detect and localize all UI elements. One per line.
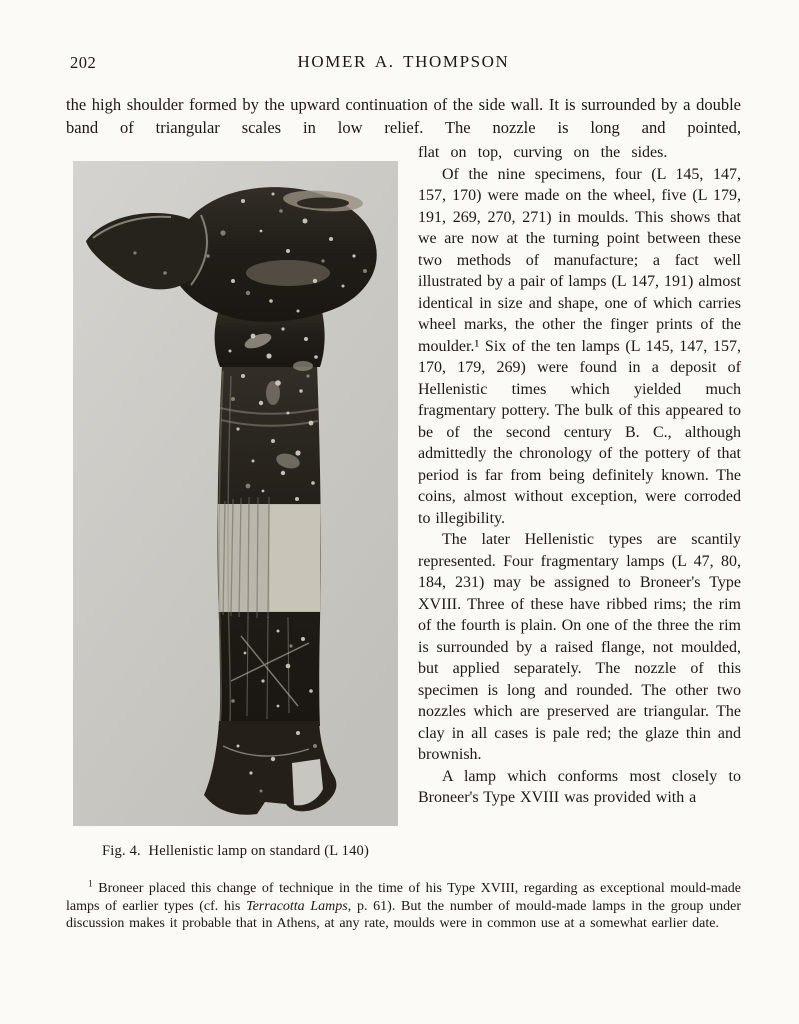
paragraph-type-xviii: A lamp which conforms most closely to Broneer's Type XVIII was provided with a xyxy=(418,767,741,806)
running-title: HOMER A. THOMPSON xyxy=(297,52,510,71)
footnote-text-lead: Broneer placed this change of technique in the time of his Type XVIII, regarding as exceptional mould-made lamps of earlier types (cf. his xyxy=(66,881,741,914)
text-column xyxy=(418,142,741,860)
footnote-section xyxy=(66,880,741,933)
footnote-1 xyxy=(66,880,741,933)
figure-caption: Fig. 4. Hellenistic lamp on standard (L 140) xyxy=(102,843,369,859)
paragraph-later-types: The later Hellenistic types are scantily represented. Four fragmentary lamps (L 47, 80, 184, 231) may be assigned to Broneer's Type XVIII. Three of these have ribbed rims; the rim of the fourth is plain. On one of the three the rim is surrounded by a raised flange, not moulded, but applied separately. The nozzle of this specimen is long and rounded. The other two nozzles which are preserved are triangular. The clay in all cases is pale red; the glaze thin and brownish. xyxy=(418,531,741,763)
footnote-cited-title: Terracotta Lamps xyxy=(246,898,348,914)
paragraph-specimens: Of the nine specimens, four (L 145, 147, 157, 170) were made on the wheel, five (L 179, 191, 269, 270, 271) in moulds. This shows that we are now at the turning point between these two methods of manufacture; a fact well illustrated by a pair of lamps (L 147, 191) almost identical in size and shape, one of which carries wheel marks, the other the finger prints of the moulder.¹ Six of the ten lamps (L 145, 147, 157, 170, 179, 269) were found in a deposit of Hellenistic times which yielded much fragmentary pottery. The bulk of this appeared to be of the second century B. C., although admittedly the chronology of the pottery of that period is far from being definitely known. The coins, almost without exception, were corroded to illegibility. xyxy=(418,165,741,527)
stem-band-highlight xyxy=(270,505,320,611)
footnote-text-tail: , p. 61). But the number of mould-made lamps in the group under discussion makes it probable that in Athens, at any rate, moulds were in common use at a somewhat earlier date. xyxy=(66,898,741,932)
figure-4 xyxy=(73,161,398,860)
page-number: 202 xyxy=(70,53,97,72)
running-header xyxy=(66,52,741,74)
filling-hole xyxy=(297,198,349,209)
lamp-photo-illustration xyxy=(73,161,398,826)
intro-paragraph: the high shoulder formed by the upward continuation of the side wall. It is surrounded by a double band of triangular scales in low relief. The nozzle is long and pointed, xyxy=(66,95,741,137)
bowl-sheen xyxy=(246,260,330,286)
intro-continuation-line: flat on top, curving on the sides. xyxy=(418,144,668,161)
content-row xyxy=(66,142,741,860)
footnote-marker: 1 xyxy=(88,879,93,890)
lamp-photograph xyxy=(73,161,398,826)
